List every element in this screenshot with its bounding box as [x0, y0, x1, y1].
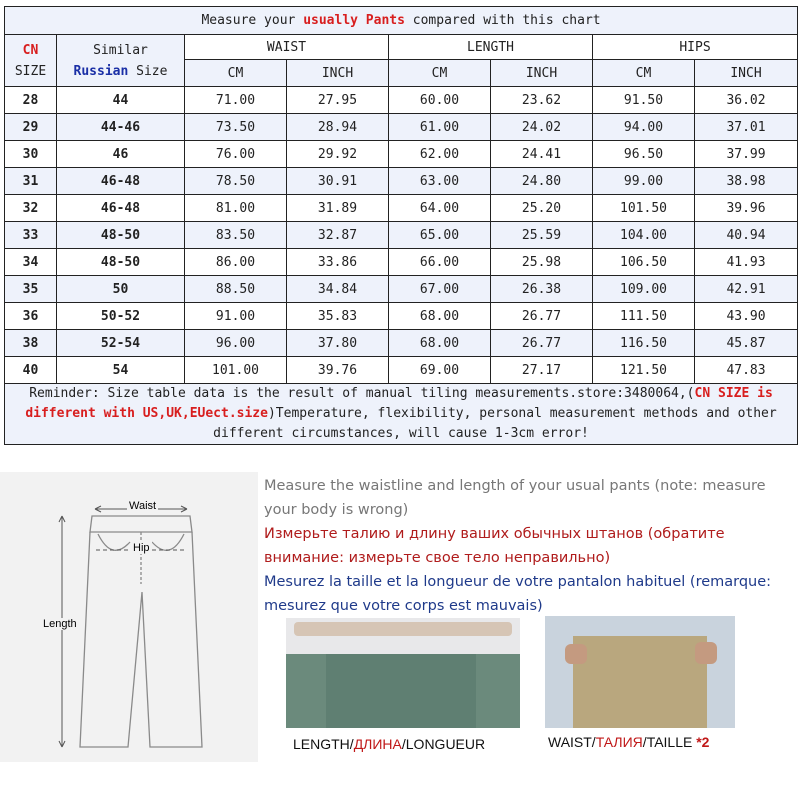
cn-size-cell: 31: [5, 168, 57, 195]
hips-cm-cell: 109.00: [593, 276, 695, 303]
russian-size-cell: 46-48: [57, 168, 185, 195]
hips-header: HIPS: [593, 35, 798, 60]
length-inch-cell: 23.62: [491, 87, 593, 114]
length-cm-cell: 66.00: [389, 249, 491, 276]
length-inch-cell: 25.59: [491, 222, 593, 249]
russian-size-cell: 48-50: [57, 249, 185, 276]
waist-photo: [545, 616, 735, 728]
table-row: [5, 168, 798, 195]
waist-inch-cell: 33.86: [287, 249, 389, 276]
russian-size-header: Similar Russian Size: [57, 35, 185, 87]
hips-inch-cell: 43.90: [695, 303, 798, 330]
hips-cm-cell: 94.00: [593, 114, 695, 141]
hips-inch-cell: 36.02: [695, 87, 798, 114]
length-cm-cell: 63.00: [389, 168, 491, 195]
hips-cm-cell: 104.00: [593, 222, 695, 249]
instruction-en: Measure the waistline and length of your usual pants (note: measure your body is wrong): [264, 478, 766, 518]
size-table: [4, 6, 798, 445]
waist-cm-cell: 86.00: [185, 249, 287, 276]
cn-size-cell: 35: [5, 276, 57, 303]
cn-size-cell: 30: [5, 141, 57, 168]
waist-cm-cell: 88.50: [185, 276, 287, 303]
cn-size-cell: 38: [5, 330, 57, 357]
waist-inch-cell: 29.92: [287, 141, 389, 168]
unit-inch: INCH: [695, 60, 798, 87]
waist-inch-cell: 31.89: [287, 195, 389, 222]
length-header: LENGTH: [389, 35, 593, 60]
hips-cm-cell: 116.50: [593, 330, 695, 357]
unit-cm: CM: [389, 60, 491, 87]
waist-cm-cell: 78.50: [185, 168, 287, 195]
waist-cm-cell: 83.50: [185, 222, 287, 249]
hips-cm-cell: 111.50: [593, 303, 695, 330]
waist-cm-cell: 96.00: [185, 330, 287, 357]
waist-inch-cell: 27.95: [287, 87, 389, 114]
waist-inch-cell: 34.84: [287, 276, 389, 303]
length-inch-cell: 26.77: [491, 330, 593, 357]
cn-size-cell: 40: [5, 357, 57, 384]
cn-size-cell: 29: [5, 114, 57, 141]
unit-inch: INCH: [287, 60, 389, 87]
waist-caption: WAIST/ТАЛИЯ/TAILLE *2: [548, 734, 710, 750]
length-cm-cell: 62.00: [389, 141, 491, 168]
russian-size-cell: 54: [57, 357, 185, 384]
russian-size-cell: 48-50: [57, 222, 185, 249]
table-row: [5, 195, 798, 222]
table-row: [5, 87, 798, 114]
hips-cm-cell: 99.00: [593, 168, 695, 195]
waist-cm-cell: 101.00: [185, 357, 287, 384]
cn-size-cell: 33: [5, 222, 57, 249]
hips-cm-cell: 91.50: [593, 87, 695, 114]
hips-inch-cell: 45.87: [695, 330, 798, 357]
hips-inch-cell: 37.99: [695, 141, 798, 168]
russian-size-cell: 52-54: [57, 330, 185, 357]
length-inch-cell: 24.41: [491, 141, 593, 168]
table-row: [5, 114, 798, 141]
size-chart: [4, 6, 797, 445]
length-cm-cell: 68.00: [389, 303, 491, 330]
length-photo: [286, 618, 520, 728]
hips-cm-cell: 101.50: [593, 195, 695, 222]
table-row: [5, 222, 798, 249]
instruction-ru: Измерьте талию и длину ваших обычных штанов (обратите внимание: измерьте свое тело неправильно): [264, 526, 725, 566]
length-inch-cell: 26.77: [491, 303, 593, 330]
table-row: [5, 330, 798, 357]
length-cm-cell: 65.00: [389, 222, 491, 249]
table-row: [5, 303, 798, 330]
reminder-note: Reminder: Size table data is the result of manual tiling measurements.store:3480064,(CN SIZE is different with US,UK,EUect.size)Temperature, flexibility, personal measurement methods and other different circumstances, will cause 1-3cm error!: [5, 384, 798, 445]
waist-cm-cell: 76.00: [185, 141, 287, 168]
length-caption: LENGTH/ДЛИНА/LONGUEUR: [293, 736, 486, 752]
length-cm-cell: 69.00: [389, 357, 491, 384]
length-cm-cell: 61.00: [389, 114, 491, 141]
hips-inch-cell: 47.83: [695, 357, 798, 384]
length-cm-cell: 60.00: [389, 87, 491, 114]
hips-inch-cell: 40.94: [695, 222, 798, 249]
table-row: [5, 249, 798, 276]
unit-cm: CM: [185, 60, 287, 87]
waist-cm-cell: 81.00: [185, 195, 287, 222]
length-cm-cell: 64.00: [389, 195, 491, 222]
length-inch-cell: 25.20: [491, 195, 593, 222]
cn-size-cell: 34: [5, 249, 57, 276]
russian-size-cell: 44: [57, 87, 185, 114]
table-row: [5, 357, 798, 384]
table-row: [5, 141, 798, 168]
hips-cm-cell: 121.50: [593, 357, 695, 384]
measure-guide: [0, 468, 800, 800]
hips-cm-cell: 96.50: [593, 141, 695, 168]
hips-inch-cell: 41.93: [695, 249, 798, 276]
cn-size-cell: 32: [5, 195, 57, 222]
waist-inch-cell: 35.83: [287, 303, 389, 330]
table-row: [5, 276, 798, 303]
pants-diagram: [0, 472, 258, 762]
waist-inch-cell: 28.94: [287, 114, 389, 141]
hips-inch-cell: 42.91: [695, 276, 798, 303]
length-inch-cell: 25.98: [491, 249, 593, 276]
waist-cm-cell: 71.00: [185, 87, 287, 114]
russian-size-cell: 50: [57, 276, 185, 303]
russian-size-cell: 46-48: [57, 195, 185, 222]
hip-label: Hip: [133, 542, 150, 554]
waist-inch-cell: 37.80: [287, 330, 389, 357]
length-label: Length: [43, 618, 77, 630]
waist-cm-cell: 91.00: [185, 303, 287, 330]
measure-instructions: [264, 474, 800, 618]
length-inch-cell: 26.38: [491, 276, 593, 303]
waist-label: Waist: [129, 500, 157, 512]
instruction-fr: Mesurez la taille et la longueur de votre pantalon habituel (remarque: mesurez que votre corps est mauvais): [264, 574, 772, 614]
waist-inch-cell: 30.91: [287, 168, 389, 195]
russian-size-cell: 44-46: [57, 114, 185, 141]
length-inch-cell: 24.80: [491, 168, 593, 195]
length-cm-cell: 68.00: [389, 330, 491, 357]
length-inch-cell: 24.02: [491, 114, 593, 141]
unit-inch: INCH: [491, 60, 593, 87]
size-rows: [5, 87, 798, 384]
length-cm-cell: 67.00: [389, 276, 491, 303]
waist-cm-cell: 73.50: [185, 114, 287, 141]
chart-title: Measure your usually Pants compared with this chart: [5, 7, 798, 35]
waist-inch-cell: 32.87: [287, 222, 389, 249]
russian-size-cell: 50-52: [57, 303, 185, 330]
length-inch-cell: 27.17: [491, 357, 593, 384]
cn-size-cell: 28: [5, 87, 57, 114]
hips-cm-cell: 106.50: [593, 249, 695, 276]
cn-size-header: CN SIZE: [5, 35, 57, 87]
waist-header: WAIST: [185, 35, 389, 60]
unit-cm: CM: [593, 60, 695, 87]
waist-inch-cell: 39.76: [287, 357, 389, 384]
cn-size-cell: 36: [5, 303, 57, 330]
hips-inch-cell: 37.01: [695, 114, 798, 141]
pants-outline-icon: [0, 472, 258, 762]
hips-inch-cell: 38.98: [695, 168, 798, 195]
hips-inch-cell: 39.96: [695, 195, 798, 222]
russian-size-cell: 46: [57, 141, 185, 168]
